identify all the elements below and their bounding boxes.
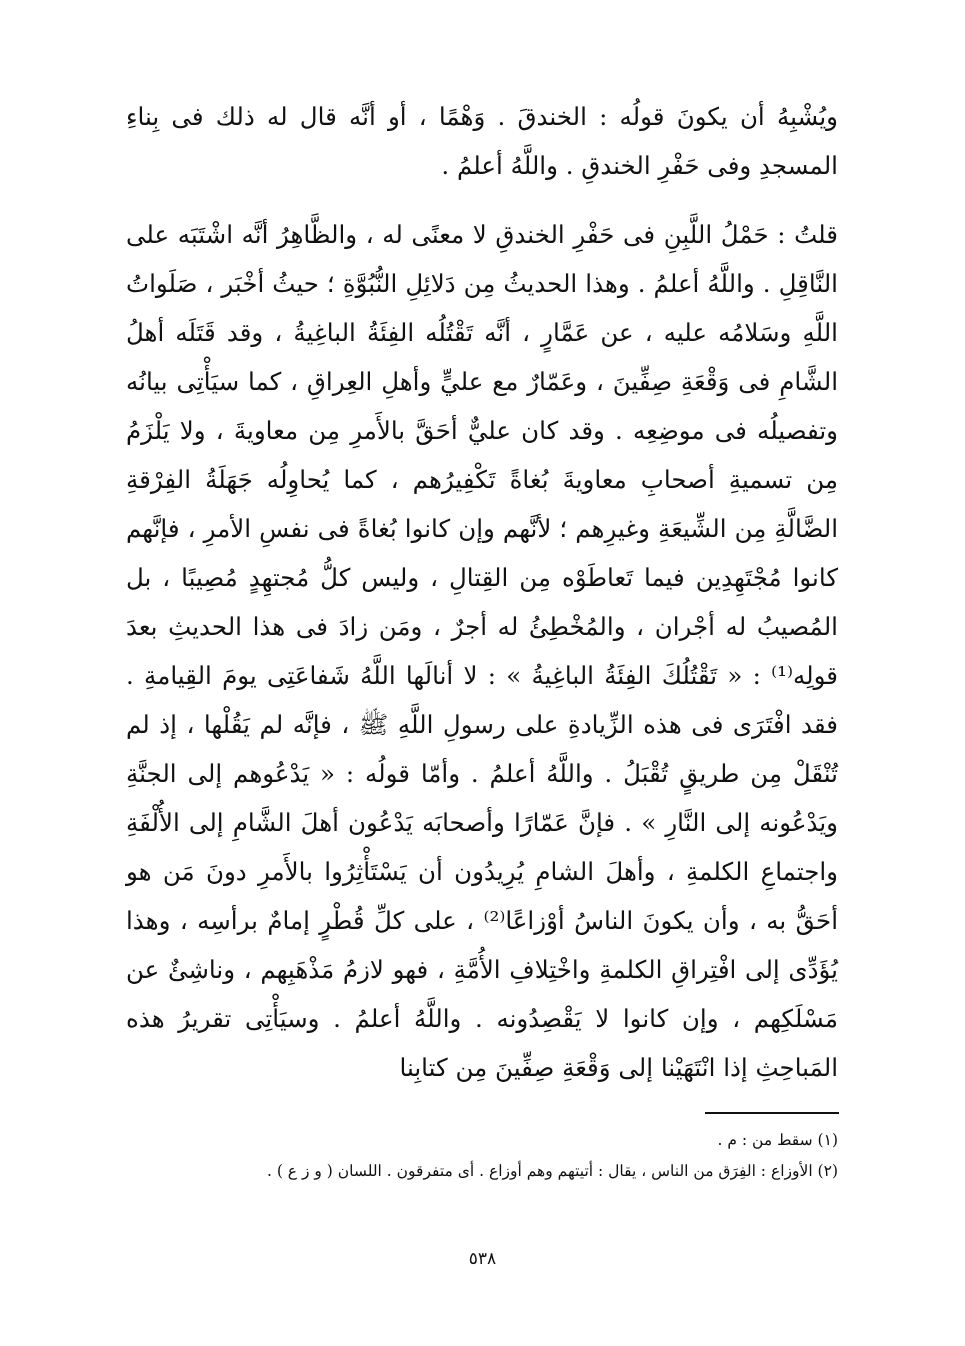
footnotes bbox=[126, 1125, 838, 1187]
page-number: ٥٣٨ bbox=[468, 1249, 497, 1269]
paragraph: قلتُ : حَمْلُ اللَّبِنِ فى حَفْرِ الخندقِ لا معنًى له ، والظَّاهِرُ أنَّه اشْتَبَه على النَّاقِلِ . واللَّهُ أعلمُ . وهذا الحديثُ مِن دَلائِلِ النُّبُوَّةِ ؛ حيثُ أخْبَر ، صَلَواتُ اللَّهِ وسَلامُه عليه ، عن عَمَّارٍ ، أنَّه تَقْتُلُه الفِئَةُ الباغِيةُ ، وقد قَتَلَه أهلُ الشَّامِ فى وَقْعَةِ صِفِّينَ ، وعَمّارٌ مع عليٍّ وأهلِ العِراقِ ، كما سيَأْتِى بيانُه وتفصيلُه فى موضِعِه . وقد كان عليٌّ أحَقَّ بالأَمرِ مِن معاويةَ ، ولا يَلْزَمُ مِن تسميةِ أصحابِ معاويةَ بُغاةً تَكْفِيرُهم ، كما يُحاوِلُه جَهَلَةُ الفِرْقةِ الضَّالَّةِ مِن الشِّيعَةِ وغيرِهم ؛ لأنَّهم وإن كانوا بُغاةً فى نفسِ الأمرِ ، فإنَّهم كانوا مُجْتَهِدِين فيما تَعاطَوْه مِن القِتالِ ، وليس كلُّ مُجتهِدٍ مُصِيبًا ، بل المُصيبُ له أجْران ، والمُخْطِئُ له أجرٌ ، ومَن زادَ فى هذا الحديثِ بعدَ قولِه⁽¹⁾ : « تَقْتُلُكَ الفِئَةُ الباغِيةُ » : لا أنالَها اللَّهُ شَفاعَتِى يومَ القِيامةِ . فقد افْتَرَى فى هذه الزِّيادةِ على رسولِ اللَّهِ ﷺ ، فإنَّه لم يَقُلْها ، إذ لم تُنْقَلْ مِن طريقٍ تُقْبَلُ . واللَّهُ أعلمُ . وأمّا قولُه : « يَدْعُوهم إلى الجنَّةِ ويَدْعُونه إلى النَّارِ » . فإنَّ عَمّارًا وأصحابَه يَدْعُون أهلَ الشَّامِ إلى الأُلْفَةِ واجتماعِ الكلمةِ ، وأهلَ الشامِ يُرِيدُون أن يَسْتَأْثِرُوا بالأَمرِ دونَ مَن هو أحَقُّ به ، وأن يكونَ الناسُ أوْزاعًا⁽²⁾ ، على كلِّ قُطْرٍ إمامٌ برأسِه ، وهذا يُؤَدِّى إلى افْتِراقِ الكلمةِ واخْتِلافِ الأُمَّةِ ، فهو لازمُ مَذْهَبِهم ، وناشِئٌ عن مَسْلَكِهم ، وإن كانوا لا يَقْصِدُونه . واللَّهُ أعلمُ . وسيَأْتِى تقريرُ هذه المَباحِثِ إذا انْتَهَيْنا إلى وَقْعَةِ صِفِّينَ مِن كتابِنا bbox=[126, 220, 838, 1082]
footnote: (٢) الأوزاع : الفِرَق من الناس ، يقال : أتيتهم وهم أوزاع . أى متفرقون . اللسان ( و ز ع ) . bbox=[266, 1162, 838, 1180]
paragraph: ويُشْبِهُ أن يكونَ قولُه : الخندقَ . وَهْمًا ، أو أنَّه قال له ذلك فى بِناءِ المسجدِ وفى حَفْرِ الخندقِ . واللَّهُ أعلمُ . bbox=[126, 102, 838, 180]
footnote: (١) سقط من : م . bbox=[717, 1131, 838, 1149]
main-text-block bbox=[126, 92, 838, 1092]
footnote-separator bbox=[705, 1112, 839, 1114]
